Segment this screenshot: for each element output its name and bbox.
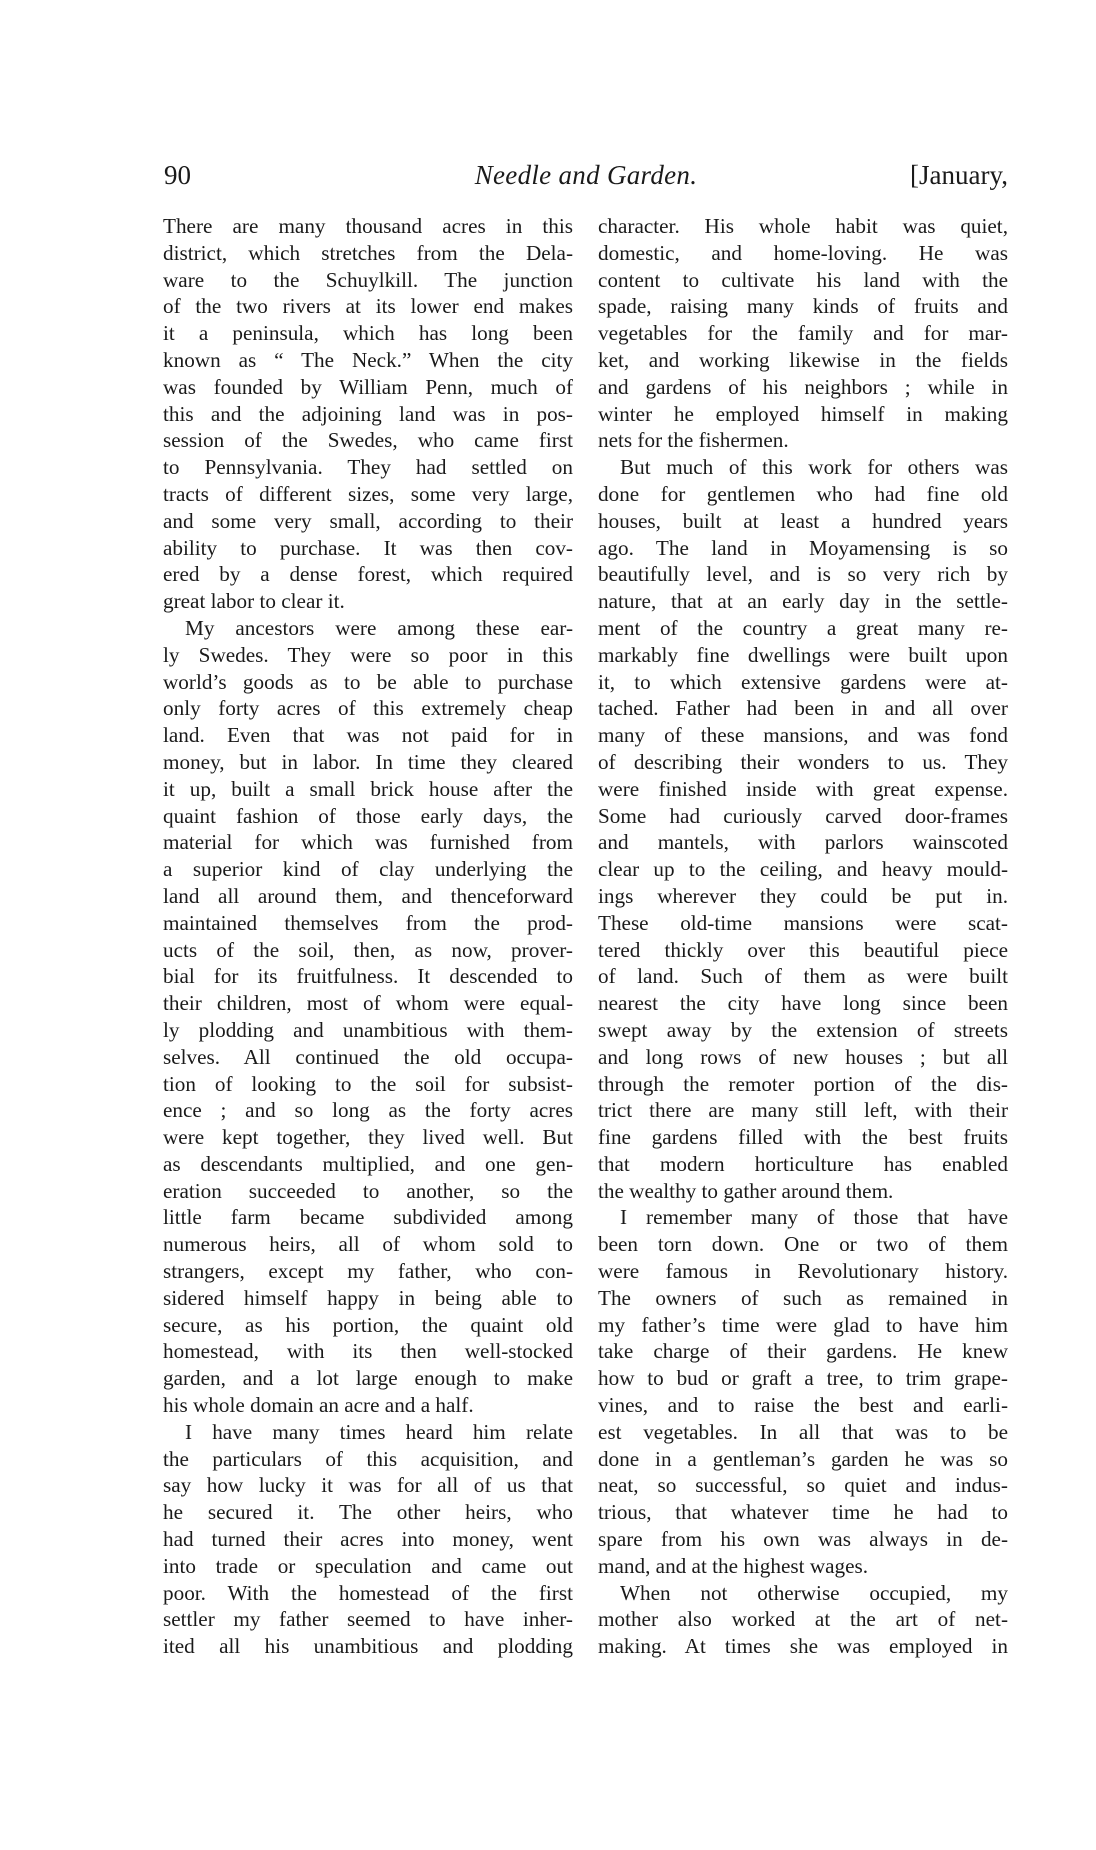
text-line: domestic, and home-loving. He was xyxy=(598,240,1008,265)
text-line: had turned their acres into money, went xyxy=(163,1527,573,1552)
text-line: and gardens of his neighbors ; while in xyxy=(598,374,1008,399)
text-line: his whole domain an acre and a half. xyxy=(163,1393,474,1418)
text-line: character. His whole habit was quiet, xyxy=(598,214,1008,238)
text-column-right xyxy=(598,213,1008,1660)
text-line: maintained themselves from the prod- xyxy=(163,910,573,935)
text-line: There are many thousand acres in this xyxy=(163,214,573,238)
text-line: winter he employed himself in making xyxy=(598,401,1008,426)
text-line: making. At times she was employed in xyxy=(598,1634,1008,1659)
text-line: take charge of their gardens. He knew xyxy=(598,1339,1008,1364)
text-line: nets for the fishermen. xyxy=(598,428,789,453)
text-line: content to cultivate his land with the xyxy=(598,267,1008,292)
paragraph-start-line: When not otherwise occupied, my xyxy=(620,1580,1008,1605)
text-line: many of these mansions, and was fond xyxy=(598,723,1008,748)
text-line: ered by a dense forest, which required xyxy=(163,562,573,587)
text-line: and mantels, with parlors wainscoted xyxy=(598,830,1008,855)
text-line: quaint fashion of those early days, the xyxy=(163,803,573,828)
text-line: the wealthy to gather around them. xyxy=(598,1178,894,1203)
text-line: ago. The land in Moyamensing is so xyxy=(598,535,1008,560)
text-line: of land. Such of them as were built xyxy=(598,964,1008,989)
text-line: session of the Swedes, who came first xyxy=(163,428,573,453)
text-line: tered thickly over this beautiful piece xyxy=(598,937,1008,962)
paragraph-start-line: But much of this work for others was xyxy=(620,455,1008,480)
text-line: money, but in labor. In time they cleared xyxy=(163,749,573,774)
text-line: little farm became subdivided among xyxy=(163,1205,573,1230)
text-line: to Pennsylvania. They had settled on xyxy=(163,455,573,480)
text-line: ability to purchase. It was then cov- xyxy=(163,535,573,560)
text-line: The owners of such as remained in xyxy=(598,1285,1008,1310)
text-line: ware to the Schuylkill. The junction xyxy=(163,267,573,292)
text-line: ly Swedes. They were so poor in this xyxy=(163,642,573,667)
page-header xyxy=(164,158,1008,192)
text-line: ment of the country a great many re- xyxy=(598,615,1008,640)
text-line: ited all his unambitious and plodding xyxy=(163,1634,573,1659)
text-line: vines, and to raise the best and earli- xyxy=(598,1393,1008,1418)
text-line: done in a gentleman’s garden he was so xyxy=(598,1446,1008,1471)
text-line: done for gentlemen who had fine old xyxy=(598,481,1008,506)
text-line: These old-time mansions were scat- xyxy=(598,910,1008,935)
text-line: land all around them, and thenceforward xyxy=(163,883,573,908)
text-line: a superior kind of clay underlying the xyxy=(163,857,573,882)
text-line: vegetables for the family and for mar- xyxy=(598,321,1008,346)
text-line: bial for its fruitfulness. It descended to xyxy=(163,964,573,989)
text-line: only forty acres of this extremely cheap xyxy=(163,696,573,721)
text-line: numerous heirs, all of whom sold to xyxy=(163,1232,573,1257)
text-line: were famous in Revolutionary history. xyxy=(598,1259,1008,1284)
text-line: were kept together, they lived well. But xyxy=(163,1125,573,1150)
text-line: ucts of the soil, then, as now, prover- xyxy=(163,937,573,962)
text-line: tion of looking to the soil for subsist- xyxy=(163,1071,573,1096)
text-line: markably fine dwellings were built upon xyxy=(598,642,1008,667)
text-line: spare from his own was always in de- xyxy=(598,1527,1008,1552)
text-line: that modern horticulture has enabled xyxy=(598,1151,1008,1176)
paragraph-start-line: I remember many of those that have xyxy=(620,1205,1008,1230)
text-line: sidered himself happy in being able to xyxy=(163,1285,573,1310)
text-line: great labor to clear it. xyxy=(163,589,345,614)
text-line: trious, that whatever time he had to xyxy=(598,1500,1008,1525)
text-line: known as “ The Neck.” When the city xyxy=(163,347,573,372)
text-line: mother also worked at the art of net- xyxy=(598,1607,1008,1632)
text-line: it, to which extensive gardens were at- xyxy=(598,669,1008,694)
text-line: strangers, except my father, who con- xyxy=(163,1259,573,1284)
text-line: it up, built a small brick house after the xyxy=(163,776,573,801)
text-line: beautifully level, and is so very rich by xyxy=(598,562,1008,587)
text-line: selves. All continued the old occupa- xyxy=(163,1044,573,1069)
running-title: Needle and Garden. xyxy=(474,160,698,190)
text-line: tracts of different sizes, some very large, xyxy=(163,481,573,506)
text-line: material for which was furnished from xyxy=(163,830,573,855)
text-line: were finished inside with great expense. xyxy=(598,776,1008,801)
text-line: of describing their wonders to us. They xyxy=(598,749,1008,774)
text-line: fine gardens filled with the best fruits xyxy=(598,1125,1008,1150)
text-line: clear up to the ceiling, and heavy mould- xyxy=(598,857,1008,882)
text-line: through the remoter portion of the dis- xyxy=(598,1071,1008,1096)
text-line: settler my father seemed to have inher- xyxy=(163,1607,573,1632)
text-line: my father’s time were glad to have him xyxy=(598,1312,1008,1337)
text-line: est vegetables. In all that was to be xyxy=(598,1419,1008,1444)
paragraph-start-line: My ancestors were among these ear- xyxy=(185,615,573,640)
text-line: mand, and at the highest wages. xyxy=(598,1553,869,1578)
text-line: the particulars of this acquisition, and xyxy=(163,1446,573,1471)
text-line: and long rows of new houses ; but all xyxy=(598,1044,1008,1069)
text-line: into trade or speculation and came out xyxy=(163,1553,573,1578)
text-line: land. Even that was not paid for in xyxy=(163,723,573,748)
text-line: he secured it. The other heirs, who xyxy=(163,1500,573,1525)
text-line: nearest the city have long since been xyxy=(598,991,1008,1016)
text-line: ings wherever they could be put in. xyxy=(598,883,1008,908)
text-column-left xyxy=(163,213,573,1660)
running-date: [January, xyxy=(910,160,1008,190)
text-line: as descendants multiplied, and one gen- xyxy=(163,1151,573,1176)
text-line: nature, that at an early day in the settle- xyxy=(598,589,1008,614)
text-line: ence ; and so long as the forty acres xyxy=(163,1098,573,1123)
text-line: trict there are many still left, with their xyxy=(598,1098,1008,1123)
text-line: ket, and working likewise in the fields xyxy=(598,347,1008,372)
text-line: say how lucky it was for all of us that xyxy=(163,1473,573,1498)
text-line: swept away by the extension of streets xyxy=(598,1017,1008,1042)
text-line: this and the adjoining land was in pos- xyxy=(163,401,573,426)
paragraph-start-line: I have many times heard him relate xyxy=(185,1419,573,1444)
text-line: garden, and a lot large enough to make xyxy=(163,1366,573,1391)
text-line: Some had curiously carved door-frames xyxy=(598,803,1008,828)
text-line: houses, built at least a hundred years xyxy=(598,508,1008,533)
text-line: ly plodding and unambitious with them- xyxy=(163,1017,573,1042)
text-line: their children, most of whom were equal- xyxy=(163,991,573,1016)
text-line: poor. With the homestead of the first xyxy=(163,1580,573,1605)
text-line: homestead, with its then well-stocked xyxy=(163,1339,573,1364)
text-line: world’s goods as to be able to purchase xyxy=(163,669,573,694)
text-line: neat, so successful, so quiet and indus- xyxy=(598,1473,1008,1498)
text-line: secure, as his portion, the quaint old xyxy=(163,1312,573,1337)
text-line: eration succeeded to another, so the xyxy=(163,1178,573,1203)
text-line: how to bud or graft a tree, to trim grape- xyxy=(598,1366,1008,1391)
text-line: spade, raising many kinds of fruits and xyxy=(598,294,1008,319)
text-line: tached. Father had been in and all over xyxy=(598,696,1008,721)
text-line: was founded by William Penn, much of xyxy=(163,374,573,399)
text-line: and some very small, according to their xyxy=(163,508,573,533)
text-line: it a peninsula, which has long been xyxy=(163,321,573,346)
text-line: of the two rivers at its lower end makes xyxy=(163,294,573,319)
text-line: district, which stretches from the Dela- xyxy=(163,240,573,265)
text-line: been torn down. One or two of them xyxy=(598,1232,1008,1257)
page-number: 90 xyxy=(164,160,191,190)
